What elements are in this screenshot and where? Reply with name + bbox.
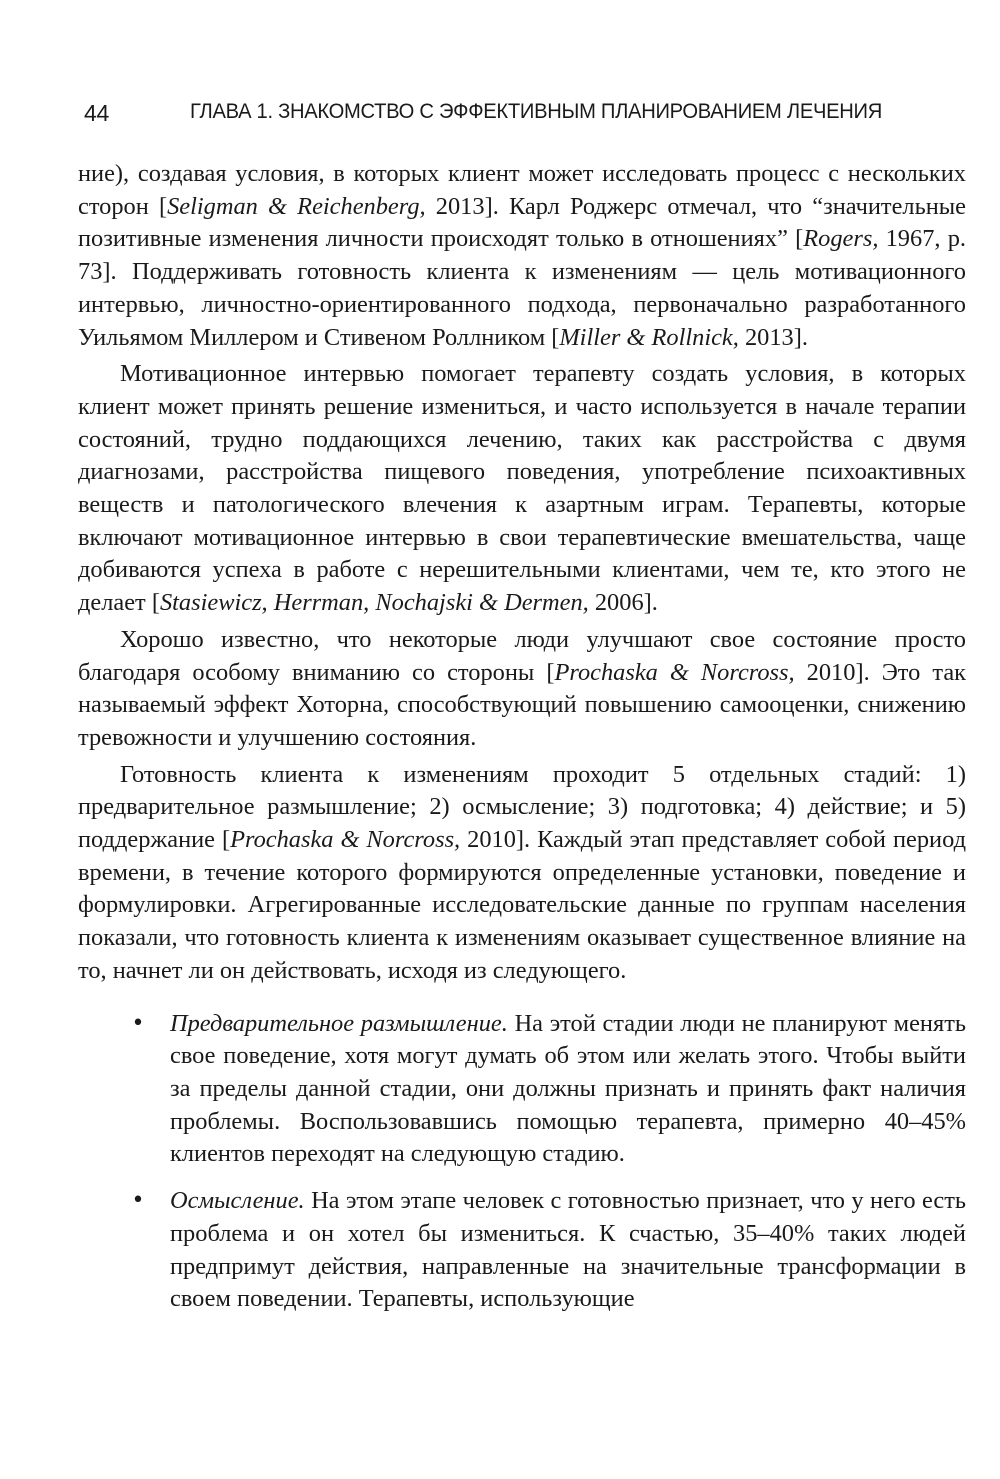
list-item bbox=[131, 1008, 966, 1172]
bullet-icon: • bbox=[131, 1188, 145, 1214]
body-text bbox=[78, 158, 966, 1330]
paragraph bbox=[78, 624, 966, 755]
page-number: 44 bbox=[84, 100, 109, 126]
paragraph bbox=[78, 158, 966, 354]
bullet-icon: • bbox=[131, 1010, 145, 1036]
text-run: Хорошо известно, что некоторые люди улучшают свое состояние просто благодаря особому вниманию со стороны [ bbox=[78, 625, 966, 686]
page-header bbox=[84, 100, 964, 140]
term-italic: Предварительное размышление. bbox=[170, 1009, 508, 1037]
text-run: 2013]. Карл Роджерс отмечал, что “значительные позитивные изменения личности происходят только в отношениях” [ bbox=[78, 192, 966, 253]
text-run: 2006]. bbox=[588, 589, 658, 617]
citation-author: Stasiewicz, Herrman, Nochajski & Dermen, bbox=[159, 589, 589, 617]
text-run: 2010]. Это так называемый эффект Хоторна, способствующий повышению самооценки, снижению тревожности и улучшению состояния. bbox=[78, 658, 966, 751]
text-run: ние), создавая условия, в которых клиент может исследовать процесс с нескольких сторон [ bbox=[78, 160, 966, 220]
list-item bbox=[131, 1185, 966, 1316]
text-run: 1967, p. 73]. Поддерживать готовность клиента к изменениям — цель мотивационного интервью, личностно-ориентированного подхода, первоначально разработанного Уильямом Миллером и Стивеном Роллником [ bbox=[78, 225, 966, 351]
citation-author: Prochaska & Norcross, bbox=[554, 658, 795, 686]
citation-author: Rogers, bbox=[803, 225, 879, 253]
text-run: Готовность клиента к изменениям проходит 5 отдельных стадий: 1) предварительное размышление; 2) осмысление; 3) подготовка; 4) действие; и 5) поддержание [ bbox=[78, 760, 966, 854]
text-run: 2010]. Каждый этап представляет собой период времени, в течение которого формируются определенные установки, поведение и формулировки. Агрегированные исследовательские данные по группам населения показали, что готовность клиента к изменениям оказывает существенное влияние на то, начнет ли он действовать, исходя из следующего. bbox=[78, 826, 966, 984]
text-run: Мотивационное интервью помогает терапевту создать условия, в которых клиент может принять решение измениться, и часто используется в начале терапии состояний, трудно поддающихся лечению, таких как расстройства с двумя диагнозами, расстройства пищевого поведения, употребление психоактивных веществ и патологического влечения к азартным играм. Терапевты, которые включают мотивационное интервью в свои терапевтические вмешательства, чаще добиваются успеха в работе с нерешительными клиентами, чем те, кто этого не делает [ bbox=[78, 360, 966, 617]
citation-author: Prochaska & Norcross, bbox=[230, 826, 461, 854]
text-run: На этой стадии люди не планируют менять свое поведение, хотя могут думать об этом или желать этого. Чтобы выйти за пределы данной стадии, они должны признать и принять факт наличия проблемы. Воспользовавшись помощью терапевта, примерно 40–45% клиентов переходят на следующую стадию. bbox=[170, 1009, 966, 1168]
text-run: 2013]. bbox=[738, 323, 808, 351]
bullet-list bbox=[78, 1008, 966, 1316]
running-head: ГЛАВА 1. ЗНАКОМСТВО С ЭФФЕКТИВНЫМ ПЛАНИРОВАНИЕМ ЛЕЧЕНИЯ bbox=[190, 100, 883, 123]
term-italic: Осмысление. bbox=[170, 1187, 305, 1215]
text-run: На этом этапе человек с готовностью признает, что у него есть проблема и он хотел бы измениться. К счастью, 35–40% таких людей предпримут действия, направленные на значительные трансформации в своем поведении. Терапевты, использующие bbox=[170, 1187, 966, 1313]
paragraph bbox=[78, 358, 966, 620]
paragraph bbox=[78, 759, 966, 988]
citation-author: Seligman & Reichenberg, bbox=[167, 192, 426, 220]
citation-author: Miller & Rollnick, bbox=[559, 323, 739, 351]
